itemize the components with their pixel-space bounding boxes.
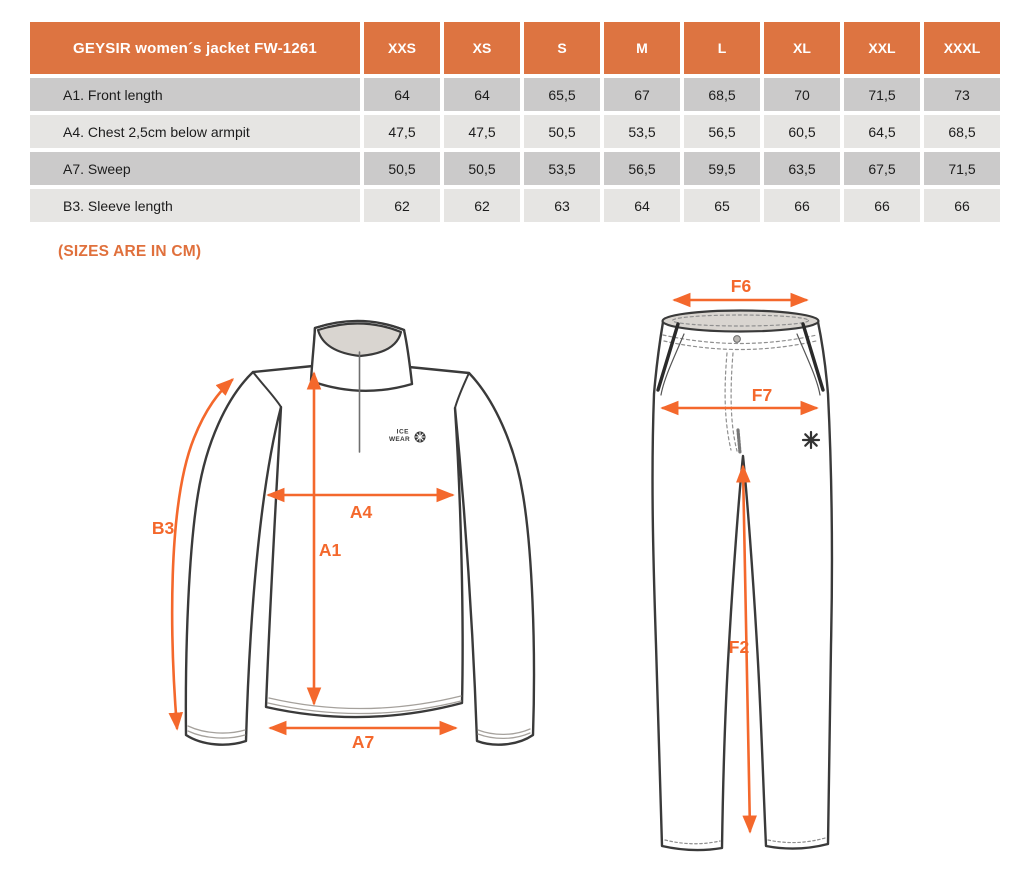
size-value: 47,5 bbox=[364, 115, 440, 148]
size-header-l: L bbox=[684, 22, 760, 74]
row-label: B3. Sleeve length bbox=[30, 189, 360, 222]
size-value: 59,5 bbox=[684, 152, 760, 185]
size-value: 62 bbox=[364, 189, 440, 222]
size-value: 67 bbox=[604, 78, 680, 111]
size-value: 64 bbox=[604, 189, 680, 222]
pants-waistband-top bbox=[663, 311, 819, 332]
pants-measure-label-f6: F6 bbox=[730, 276, 752, 296]
pants-measure-label-f2: F2 bbox=[728, 637, 750, 657]
pants-measure-label-f7: F7 bbox=[751, 385, 773, 405]
size-value: 66 bbox=[844, 189, 920, 222]
row-label: A7. Sweep bbox=[30, 152, 360, 185]
row-label: A1. Front length bbox=[30, 78, 360, 111]
brand-logo-line2: WEAR bbox=[388, 436, 410, 443]
table-title: GEYSIR women´s jacket FW-1261 bbox=[30, 22, 360, 74]
size-value: 63 bbox=[524, 189, 600, 222]
size-value: 66 bbox=[764, 189, 840, 222]
size-value: 71,5 bbox=[844, 78, 920, 111]
brand-logo-line1: ICE bbox=[396, 428, 409, 436]
size-value: 50,5 bbox=[364, 152, 440, 185]
size-value: 53,5 bbox=[604, 115, 680, 148]
size-value: 66 bbox=[924, 189, 1000, 222]
size-header-m: M bbox=[604, 22, 680, 74]
size-value: 60,5 bbox=[764, 115, 840, 148]
size-value: 68,5 bbox=[924, 115, 1000, 148]
size-value: 53,5 bbox=[524, 152, 600, 185]
jacket-diagram bbox=[152, 321, 534, 752]
size-value: 47,5 bbox=[444, 115, 520, 148]
size-value: 64 bbox=[444, 78, 520, 111]
size-value: 56,5 bbox=[684, 115, 760, 148]
size-value: 65,5 bbox=[524, 78, 600, 111]
size-header-xl: XL bbox=[764, 22, 840, 74]
pants-button bbox=[734, 336, 741, 343]
size-value: 50,5 bbox=[524, 115, 600, 148]
row-label: A4. Chest 2,5cm below armpit bbox=[30, 115, 360, 148]
size-value: 70 bbox=[764, 78, 840, 111]
size-value: 68,5 bbox=[684, 78, 760, 111]
jacket-measure-label-a1: A1 bbox=[318, 540, 342, 560]
pants-diagram bbox=[653, 276, 832, 850]
sizes-note: (SIZES ARE IN CM) bbox=[58, 243, 202, 260]
snowflake-icon bbox=[416, 433, 425, 442]
size-header-xs: XS bbox=[444, 22, 520, 74]
pants-outline bbox=[653, 322, 832, 850]
size-header-s: S bbox=[524, 22, 600, 74]
size-value: 67,5 bbox=[844, 152, 920, 185]
size-value: 56,5 bbox=[604, 152, 680, 185]
size-value: 71,5 bbox=[924, 152, 1000, 185]
size-header-xxs: XXS bbox=[364, 22, 440, 74]
size-header-xxl: XXL bbox=[844, 22, 920, 74]
snowflake-icon bbox=[803, 432, 819, 448]
jacket-measure-label-b3: B3 bbox=[151, 518, 175, 538]
size-value: 64,5 bbox=[844, 115, 920, 148]
size-header-xxxl: XXXL bbox=[924, 22, 1000, 74]
size-value: 73 bbox=[924, 78, 1000, 111]
size-value: 62 bbox=[444, 189, 520, 222]
jacket-measure-label-a4: A4 bbox=[349, 502, 373, 522]
size-value: 50,5 bbox=[444, 152, 520, 185]
jacket-measure-label-a7: A7 bbox=[351, 732, 375, 752]
size-value: 65 bbox=[684, 189, 760, 222]
size-value: 63,5 bbox=[764, 152, 840, 185]
size-value: 64 bbox=[364, 78, 440, 111]
